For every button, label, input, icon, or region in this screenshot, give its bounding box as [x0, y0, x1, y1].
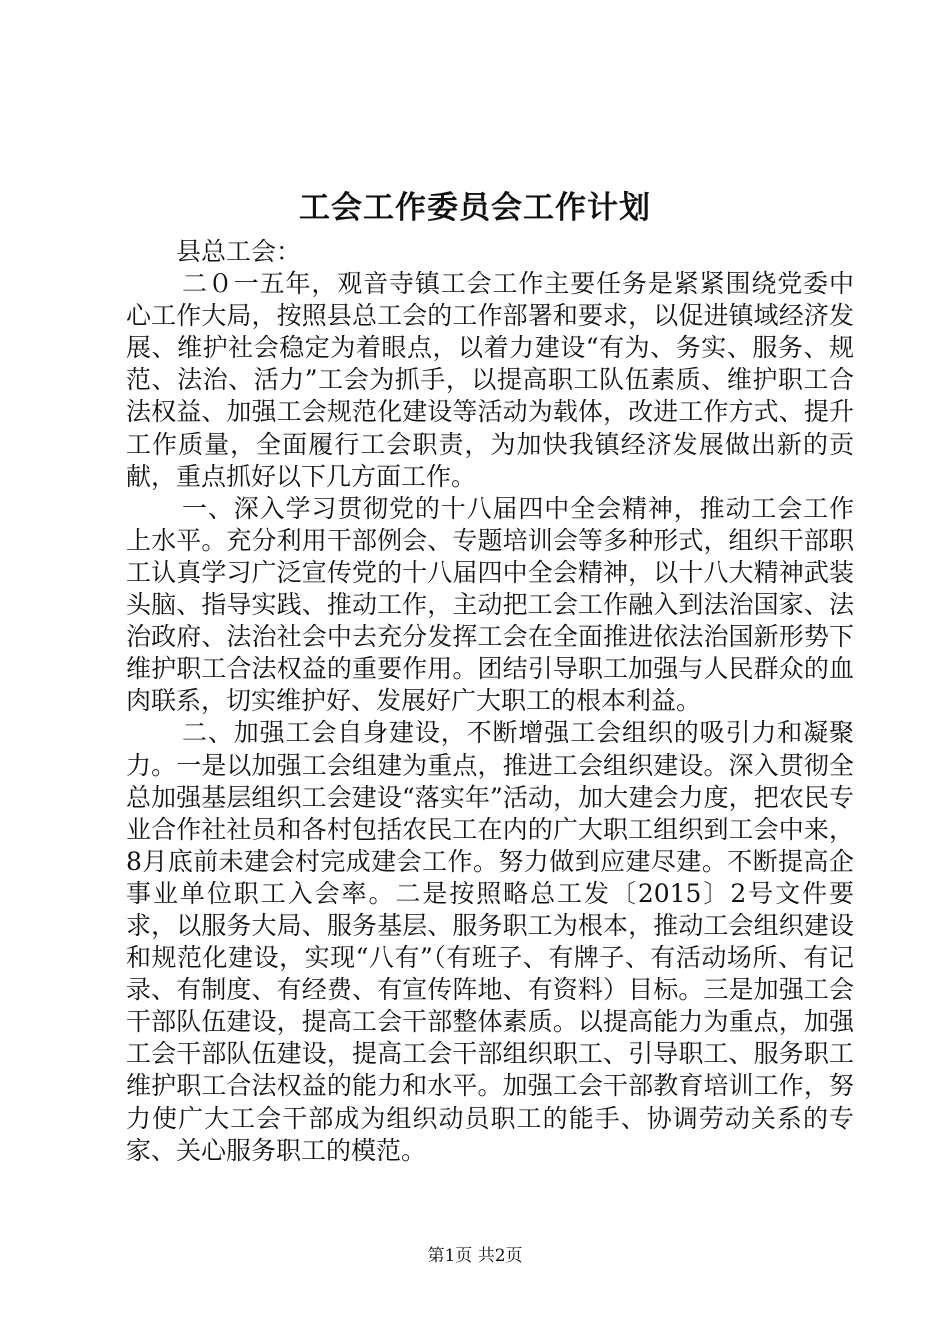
paragraph-intro: 二０一五年，观音寺镇工会工作主要任务是紧紧围绕党委中心工作大局，按照县总工会的工作部署和要求，以促进镇域经济发展、维护社会稳定为着眼点，以着力建设“有为、务实、服务、规范、法治、活力”工会为抓手，以提高职工队伍素质、维护职工合法权益、加强工会规范化建设等活动为载体，改进工作方式、提升工作质量，全面履行工会职责，为加快我镇经济发展做出新的贡献，重点抓好以下几方面工作。 [126, 269, 854, 491]
paragraph-section-two: 二、加强工会自身建设，不断增强工会组织的吸引力和凝聚力。一是以加强工会组建为重点，推进工会组织建设。深入贯彻全总加强基层组织工会建设“落实年”活动，加大建会力度，把农民专业合作社社员和各村包括农民工在内的广大职工组织到工会中来，8月底前未建会村完成建会工作。努力做到应建尽建。不断提高企事业单位职工入会率。二是按照略总工发〔2015〕2号文件要求，以服务大局、服务基层、服务职工为根本，推动工会组织建设和规范化建设，实现“八有”（有班子、有牌子、有活动场所、有记录、有制度、有经费、有宣传阵地、有资料）目标。三是加强工会干部队伍建设，提高工会干部整体素质。以提高能力为重点，加强工会干部队伍建设，提高工会干部组织职工、引导职工、服务职工维护职工合法权益的能力和水平。加强工会干部教育培训工作，努力使广大工会干部成为组织动员职工的能手、协调劳动关系的专家、关心服务职工的模范。 [126, 718, 854, 1165]
paragraph-section-one: 一、深入学习贯彻党的十八届四中全会精神，推动工会工作上水平。充分利用干部例会、专题培训会等多种形式，组织干部职工认真学习广泛宣传党的十八届四中全会精神，以十八大精神武装头脑、指导实践、推动工作，主动把工会工作融入到法治国家、法治政府、法治社会中去充分发挥工会在全面推进依法治国新形势下维护职工合法权益的重要作用。团结引导职工加强与人民群众的血肉联系，切实维护好、发展好广大职工的根本利益。 [126, 493, 854, 716]
salutation: 县总工会： [176, 237, 302, 266]
document-title: 工会工作委员会工作计划 [299, 190, 651, 226]
document-body [126, 236, 854, 1167]
page-footer: 第1页 共2页 [427, 1246, 523, 1266]
